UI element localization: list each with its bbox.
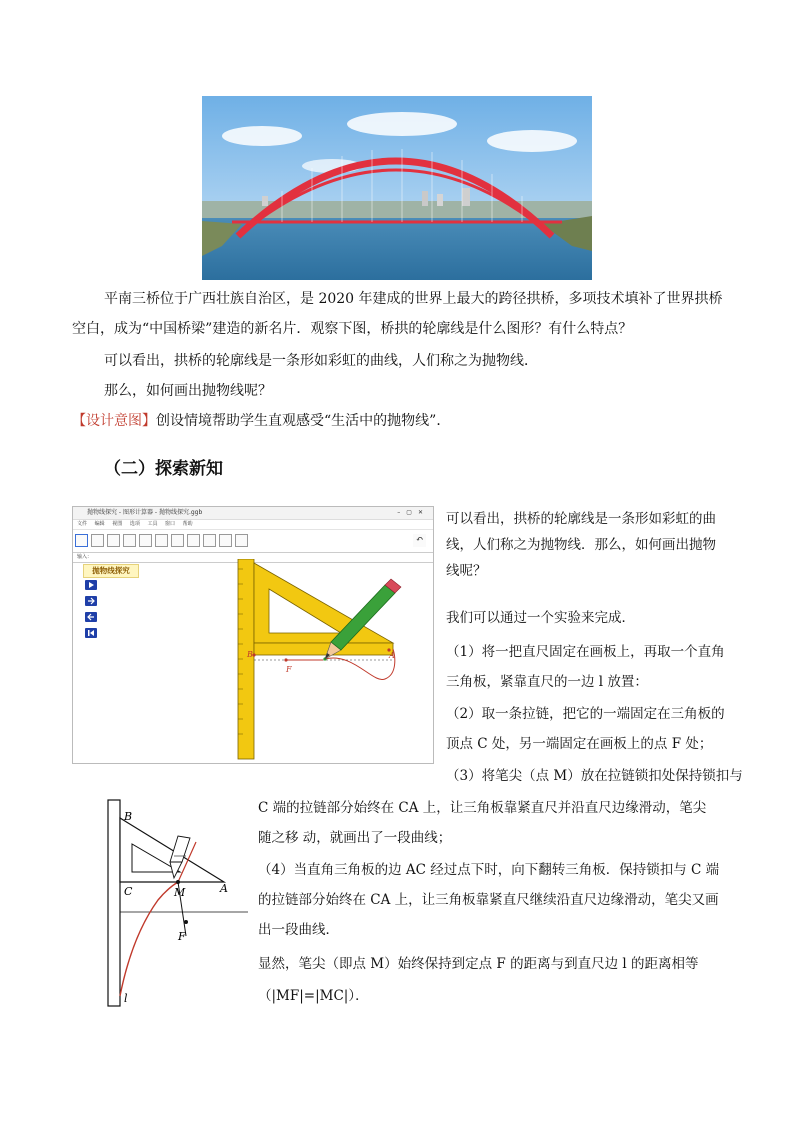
right-text-line-9: （3）将笔尖（点 M）放在拉链锁扣处保持锁扣与 (446, 768, 743, 784)
left-text-line-2: 随之移 动，就画出了一段曲线； (258, 830, 452, 846)
input-label: 输入： (77, 554, 93, 560)
menu-window[interactable]: 窗口 (165, 521, 176, 527)
menu-file[interactable]: 文件 (77, 521, 88, 527)
menu-help[interactable]: 帮助 (182, 521, 193, 527)
intro-paragraph-line-1: 平南三桥位于广西壮族自治区，是 2020 年建成的世界上最大的跨径拱桥，多项技术填补了世界拱桥 (104, 291, 723, 307)
geogebra-menu-bar (73, 520, 433, 530)
parabola-construction-diagram (96, 796, 248, 1010)
design-intent-text: 创设情境帮助学生直观感受“生活中的抛物线”． (156, 413, 451, 429)
label-A: A (389, 651, 395, 660)
slider-tool-icon[interactable] (219, 534, 232, 547)
observation-paragraph: 可以看出，拱桥的轮廓线是一条形如彩虹的曲线，人们称之为抛物线． (104, 353, 538, 369)
menu-tools[interactable]: 工具 (147, 521, 158, 527)
right-text-line-5: （1）将一把直尺固定在画板上，再取一个直角 (446, 644, 725, 660)
design-intent (72, 408, 450, 434)
bridge-photo (202, 96, 592, 280)
move-tool-icon[interactable] (75, 534, 88, 547)
right-text-line-8: 顶点 C 处，另一端固定在画板上的点 F 处； (446, 736, 713, 752)
menu-edit[interactable]: 编辑 (94, 521, 105, 527)
right-text-line-7: （2）取一条拉链，把它的一端固定在三角板的 (446, 706, 725, 722)
geogebra-toolbar (73, 530, 433, 553)
geogebra-title-bar (73, 507, 433, 520)
geogebra-window (72, 506, 434, 764)
left-text-line-7: （|MF|=|MC|）． (258, 988, 369, 1004)
left-text-line-6: 显然，笔尖（即点 M）始终保持到定点 F 的距离与到直尺边 l 的距离相等 (258, 956, 699, 972)
label-B: B (247, 650, 253, 659)
right-text-line-6: 三角板，紧靠直尺的一边 l 放置： (446, 674, 648, 690)
menu-options[interactable]: 选项 (129, 521, 140, 527)
label-F: F (286, 665, 292, 674)
reflect-tool-icon[interactable] (203, 534, 216, 547)
move-view-tool-icon[interactable] (235, 534, 248, 547)
menu-view[interactable]: 视图 (112, 521, 123, 527)
point-tool-icon[interactable] (91, 534, 104, 547)
conic-tool-icon[interactable] (171, 534, 184, 547)
left-text-line-5: 出一段曲线． (258, 922, 339, 938)
geogebra-canvas (73, 559, 431, 761)
left-text-line-3: （4）当直角三角板的边 AC 经过点下时，向下翻转三角板．保持锁扣与 C 端 (258, 862, 720, 878)
label-C: C (124, 885, 133, 898)
right-text-line-2: 线，人们称之为抛物线．那么，如何画出抛物 (446, 537, 716, 553)
geogebra-title: 抛物线探究 - 图形计算器 - 抛物线探究.ggb (87, 509, 203, 516)
right-text-line-4: 我们可以通过一个实验来完成． (446, 610, 635, 626)
label-F: F (178, 930, 186, 943)
label-A: A (220, 882, 228, 895)
polygon-tool-icon[interactable] (139, 534, 152, 547)
panel-label: 抛物线探究 (83, 564, 139, 578)
label-B: B (124, 810, 133, 823)
perpendicular-tool-icon[interactable] (123, 534, 136, 547)
circle-tool-icon[interactable] (155, 534, 168, 547)
window-controls: –▢✕ (397, 509, 429, 516)
left-text-line-1: C 端的拉链部分始终在 CA 上，让三角板靠紧直尺并沿直尺边缘滑动，笔尖 (258, 800, 707, 816)
line-tool-icon[interactable] (107, 534, 120, 547)
angle-tool-icon[interactable] (187, 534, 200, 547)
question-paragraph: 那么，如何画出抛物线呢？ (104, 383, 272, 399)
left-text-line-4: 的拉链部分始终在 CA 上，让三角板靠紧直尺继续沿直尺边缘滑动，笔尖又画 (258, 892, 719, 908)
label-l: l (124, 992, 128, 1005)
label-M: M (174, 886, 186, 899)
intro-paragraph-line-2: 空白，成为“中国桥梁”建造的新名片．观察下图，桥拱的轮廓线是什么图形？有什么特点？ (72, 321, 633, 337)
right-text-line-3: 线呢？ (446, 563, 487, 579)
section-heading: （二）探索新知 (104, 459, 223, 479)
right-text-line-1: 可以看出，拱桥的轮廓线是一条形如彩虹的曲 (446, 511, 716, 527)
design-intent-label: 【设计意图】 (72, 413, 156, 429)
undo-icon[interactable]: ↶ (413, 534, 426, 547)
